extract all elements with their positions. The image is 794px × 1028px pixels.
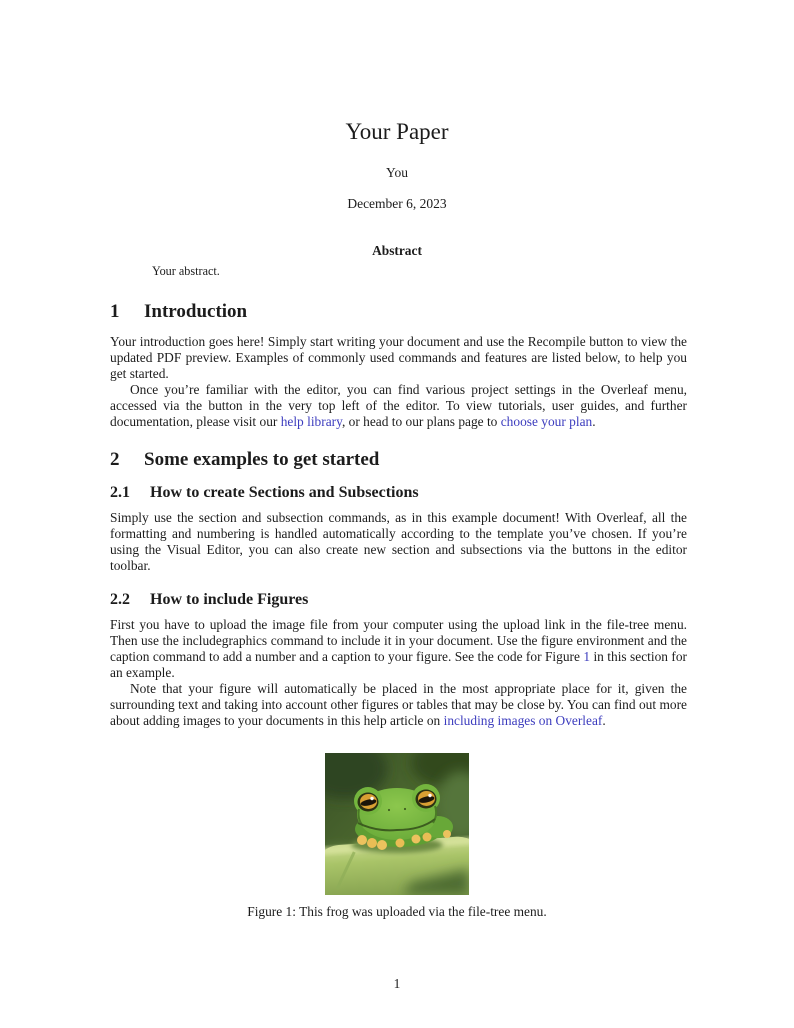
subsection-2-1-title: How to create Sections and Subsections — [150, 484, 419, 501]
abstract-text: Your abstract. — [152, 264, 220, 278]
subsection-2-2-title: How to include Figures — [150, 591, 309, 608]
intro-p1-text: Your introduction goes here! Simply start writing your document and use the Recompile button to view the updated PDF preview. Examples of commonly used commands and features are listed below, to help you get started. — [110, 334, 687, 381]
subsection-2-2-body — [110, 617, 687, 729]
figure-1-caption: Figure 1: This frog was uploaded via the file-tree menu. — [247, 904, 547, 919]
subsection-2-2-number: 2.2 — [110, 591, 130, 608]
subsection-2-1-body — [110, 510, 687, 574]
intro-paragraph-2 — [110, 382, 687, 430]
paper-title: Your Paper — [345, 119, 449, 144]
figure-1-image — [325, 753, 469, 895]
section-1-number: 1 — [110, 301, 120, 322]
section-2-title: Some examples to get started — [144, 449, 380, 470]
figures-p2-text-end: . — [602, 713, 606, 728]
abstract-heading: Abstract — [372, 243, 422, 258]
intro-p2-text-end: . — [592, 414, 596, 429]
section-2-number: 2 — [110, 449, 120, 470]
figures-p1-text-pre: First you have to upload the image file from your computer using the upload link in the file-tree menu. Then use the includegraphics command to include it in your document. Use the figure environment and the caption command to add a number and a caption to your figure. See the code for Figure — [110, 617, 687, 664]
figures-paragraph-1 — [110, 617, 687, 681]
sections-paragraph — [110, 510, 687, 574]
section-2-heading — [110, 450, 687, 469]
intro-paragraph-1 — [110, 334, 687, 382]
paper-author: You — [386, 165, 408, 180]
sections-paragraph-text: Simply use the section and subsection commands, as in this example document! With Overleaf, all the formatting and numbering is handled automatically according to the template you’ve chosen. If you’re using the Visual Editor, you can also create new section and subsections via the buttons in the editor toolbar. — [110, 510, 687, 573]
subsection-2-2-heading — [110, 592, 687, 608]
intro-p2-text-mid: , or head to our plans page to — [341, 414, 501, 429]
figures-p1-text-end: in this section for an example. — [110, 649, 687, 680]
figure-1-reference-link[interactable]: 1 — [583, 649, 591, 664]
choose-your-plan-link[interactable]: choose your plan — [500, 414, 593, 429]
intro-p2-text-pre: Once you’re familiar with the editor, you can find various project settings in the Overleaf menu, accessed via the button in the very top left of the editor. To view tutorials, user guides, and further documentation, please visit our — [110, 382, 687, 429]
figures-paragraph-2 — [110, 681, 687, 729]
section-1-heading — [110, 302, 687, 321]
including-images-link[interactable]: including images on Overleaf — [443, 713, 603, 728]
subsection-2-1-heading — [110, 485, 687, 501]
section-1-title: Introduction — [144, 301, 248, 322]
frog-photo-illustration — [325, 753, 469, 895]
figures-p2-text-pre: Note that your figure will automatically be placed in the most appropriate place for it, given the surrounding text and taking into account other figures or tables that may be close by. You can find out more about adding images to your documents in this help article on — [110, 681, 687, 728]
help-library-link[interactable]: help library — [280, 414, 342, 429]
subsection-2-1-number: 2.1 — [110, 484, 130, 501]
paper-date: December 6, 2023 — [347, 196, 447, 211]
introduction-body — [110, 334, 687, 430]
page-number: 1 — [393, 976, 401, 991]
